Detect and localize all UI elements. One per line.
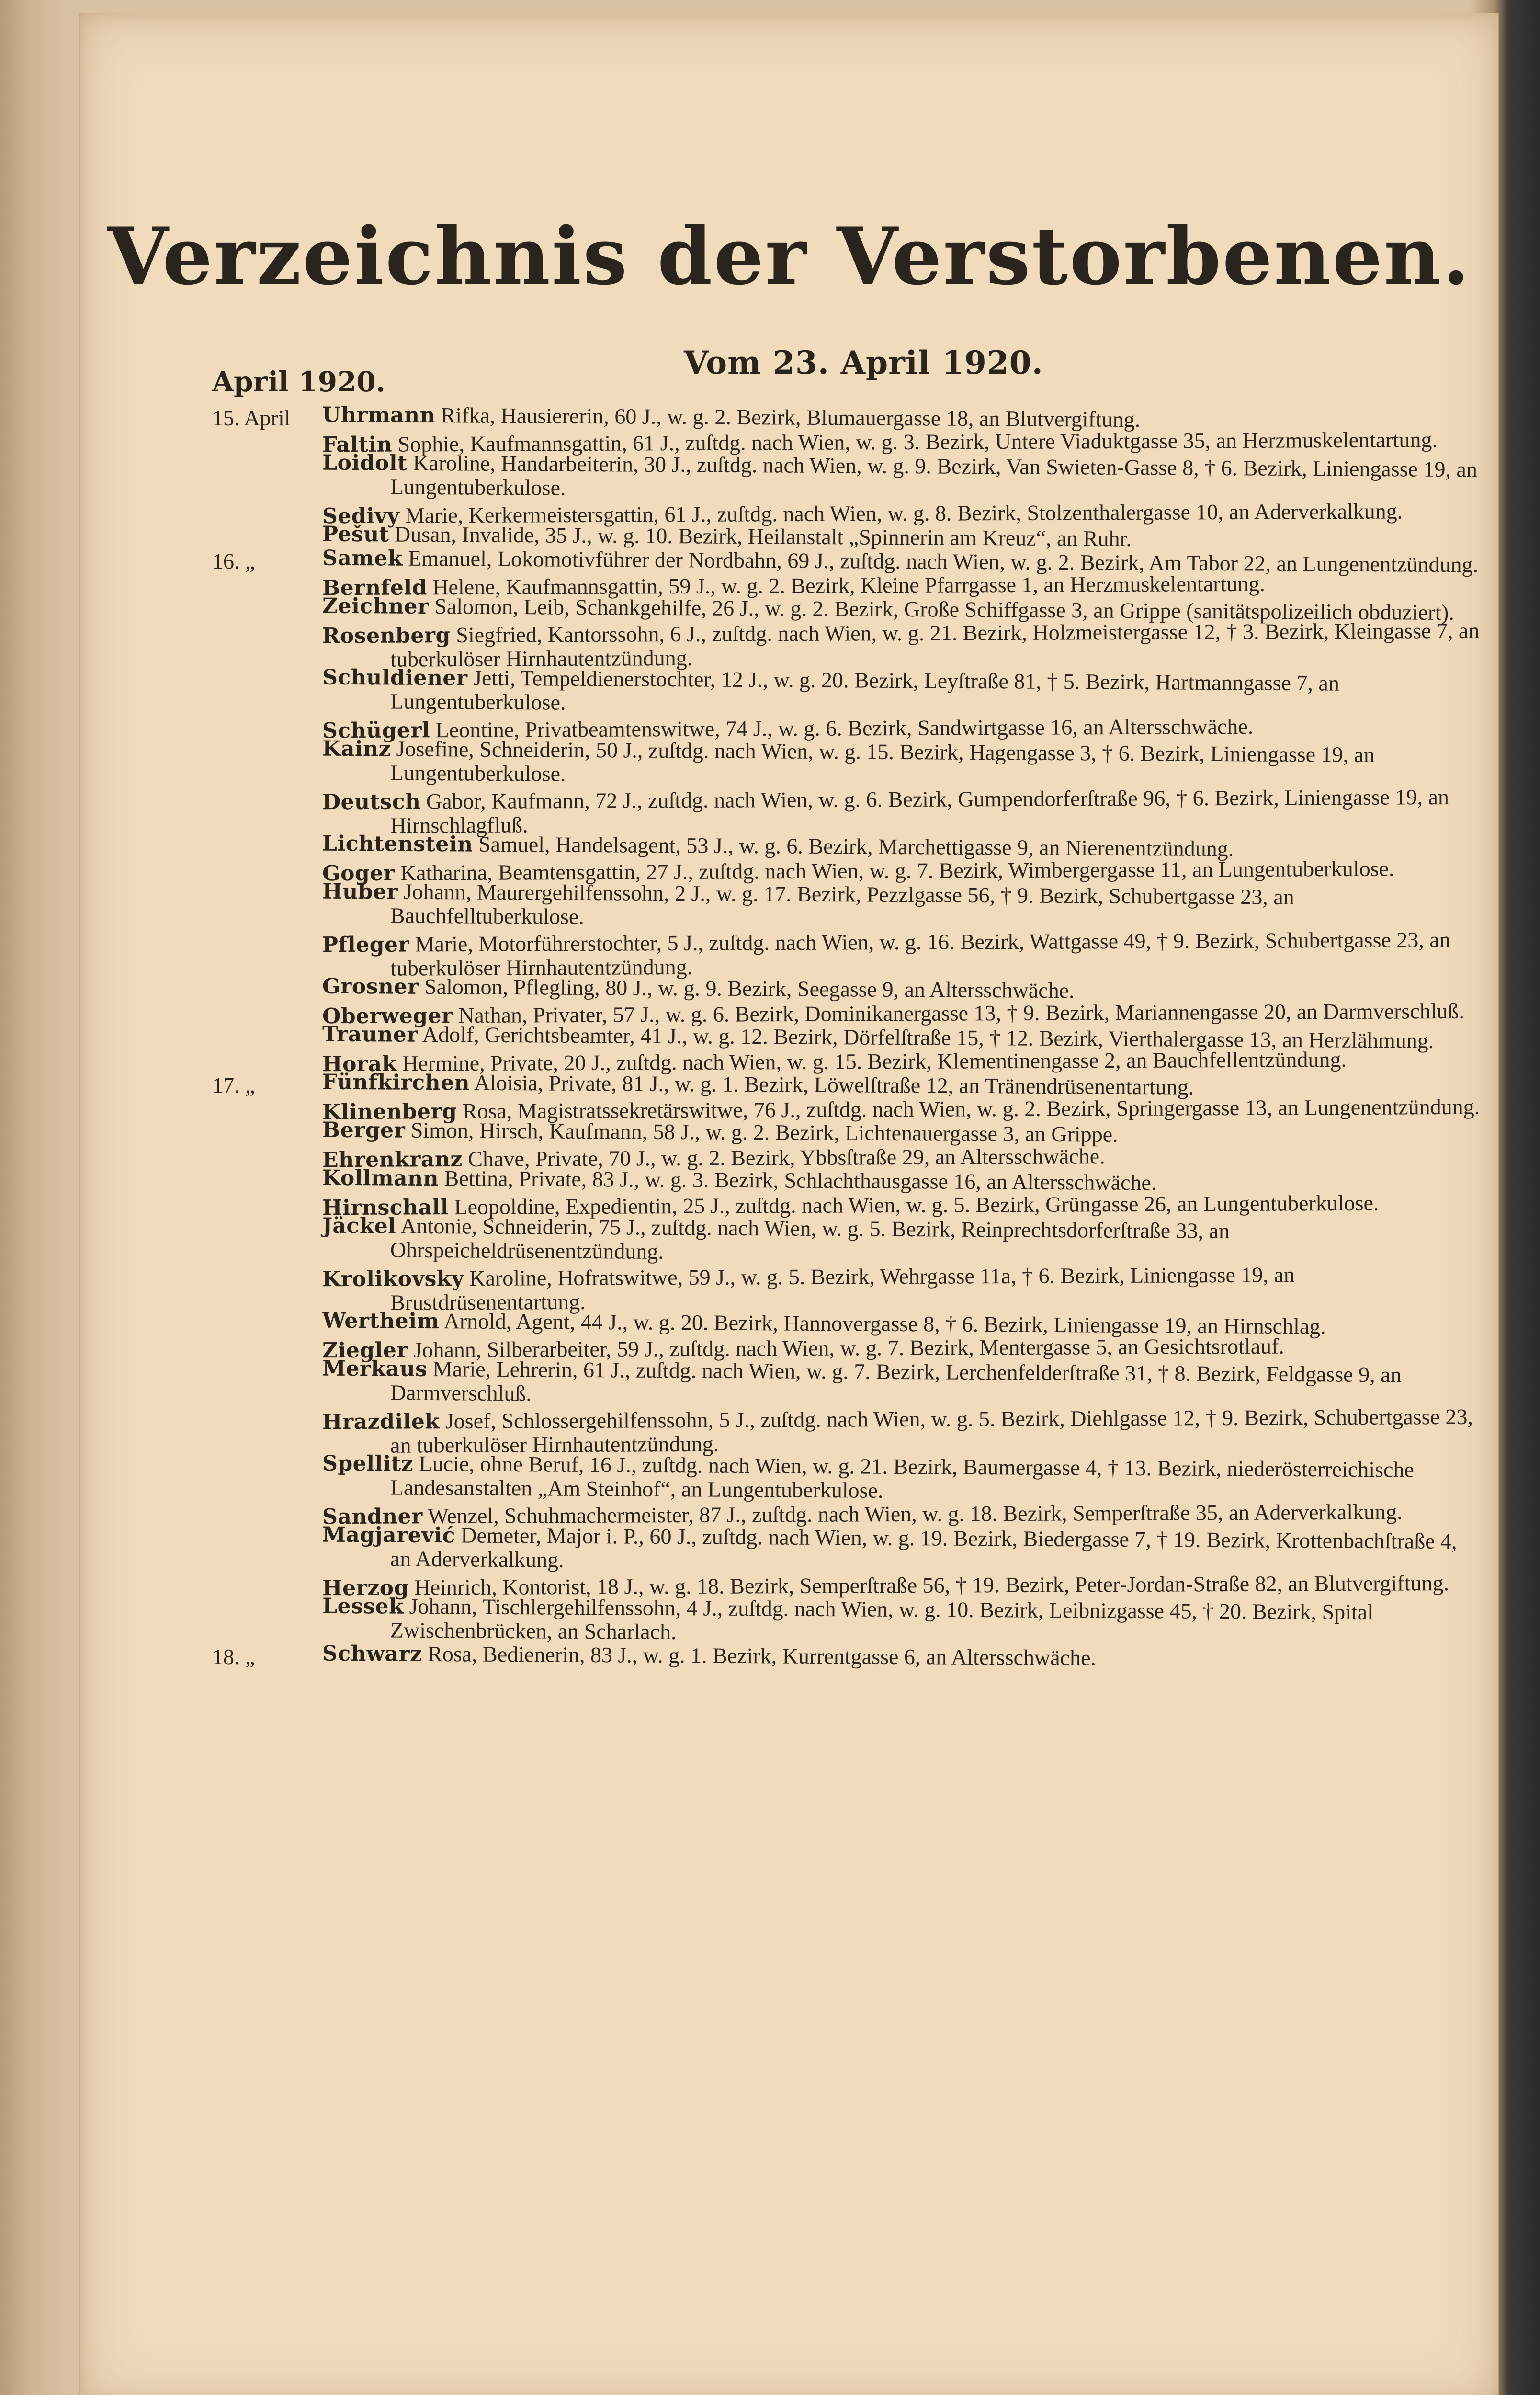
- entry-date: 17. „: [212, 1073, 255, 1097]
- entry-list: [322, 1641, 1481, 1670]
- deceased-surname: Grosner: [322, 974, 419, 999]
- register-entry: [322, 451, 1482, 505]
- deceased-surname: Lessek: [322, 1594, 404, 1619]
- register-entry: [322, 1262, 1481, 1315]
- deceased-details: Leopoldine, Expedientin, 25 J., zuſtdg. nach Wien, w. g. 5. Bezirk, Grüngasse 26, an Lungentuberkulose.: [448, 1190, 1379, 1220]
- deceased-details: Nathan, Privater, 57 J., w. g. 6. Bezirk, Dominikanergasse 13, † 9. Bezirk, Mariannengasse 20, an Darmverschluß.: [453, 998, 1465, 1028]
- deceased-surname: Jäckel: [322, 1213, 396, 1239]
- entry-date: 18. „: [212, 1644, 255, 1669]
- deceased-details: Marie, Motorführerstochter, 5 J., zuſtdg. nach Wien, w. g. 16. Bezirk, Wattgasse 49, † 9. Bezirk, Schubertgasse 23, an tuberkulöser Hirnhautentzündung.: [390, 927, 1450, 981]
- deceased-surname: Horak: [322, 1051, 397, 1077]
- entry-list: [322, 546, 1481, 1077]
- deceased-details: Leontine, Privatbeamtenswitwe, 74 J., w. g. 6. Bezirk, Sandwirtgasse 16, an Altersschwäche.: [430, 714, 1254, 742]
- deceased-details: Dusan, Invalide, 35 J., w. g. 10. Bezirk, Heilanstalt „Spinnerin am Kreuz“, an Ruhr.: [389, 522, 1132, 551]
- deceased-details: Johann, Tischlergehilfenssohn, 4 J., zuſtdg. nach Wien, w. g. 10. Bezirk, Leibnizgasse 45, † 20. Bezirk, Spital Zwischenbrücken, an Scharlach.: [390, 1594, 1374, 1644]
- deceased-surname: Magjarević: [322, 1522, 455, 1548]
- deceased-details: Antonie, Schneiderin, 75 J., zuſtdg. nach Wien, w. g. 5. Bezirk, Reinprechtsdorferſtraße 33, an Ohrspeicheldrüsenentzündung.: [390, 1213, 1230, 1264]
- register-entry: [322, 1451, 1482, 1506]
- deceased-details: Salomon, Pflegling, 80 J., w. g. 9. Bezirk, Seegasse 9, an Altersschwäche.: [419, 974, 1075, 1003]
- register-entry: [322, 1405, 1481, 1458]
- date-heading: Vom 23. April 1920.: [684, 344, 1043, 381]
- deceased-surname: Schügerl: [322, 718, 430, 743]
- deceased-surname: Schuldiener: [322, 665, 468, 691]
- register-entry: [322, 1357, 1482, 1411]
- register-entry: [322, 665, 1482, 720]
- deceased-details: Josef, Schlossergehilfenssohn, 5 J., zuſtdg. nach Wien, w. g. 5. Bezirk, Diehlgasse 12, † 9. Bezirk, Schubertgasse 23, an tuberkulöser Hirnhautentzündung.: [390, 1404, 1473, 1458]
- deceased-surname: Huber: [322, 879, 398, 904]
- deceased-details: Josefine, Schneiderin, 50 J., zuſtdg. nach Wien, w. g. 15. Bezirk, Hagengasse 3, † 6. Bezirk, Liniengasse 19, an Lungentuberkulose.: [390, 736, 1375, 786]
- deceased-details: Emanuel, Lokomotivführer der Nordbahn, 69 J., zuſtdg. nach Wien, w. g. 2. Bezirk, Am Tabor 22, an Lungenentzündung.: [402, 546, 1479, 577]
- deceased-details: Samuel, Handelsagent, 53 J., w. g. 6. Bezirk, Marchettigasse 9, an Nierenentzündung.: [473, 832, 1234, 861]
- deceased-surname: Faltin: [322, 432, 393, 457]
- deceased-surname: Fünfkirchen: [322, 1070, 470, 1095]
- register-entry: [322, 1594, 1482, 1649]
- deceased-details: Karoline, Handarbeiterin, 30 J., zuſtdg. nach Wien, w. g. 9. Bezirk, Van Swieten-Gasse 8, † 6. Bezirk, Liniengasse 19, an Lungentuberkulose.: [390, 450, 1478, 500]
- deceased-surname: Pfleger: [322, 932, 410, 958]
- deceased-details: Adolf, Gerichtsbeamter, 41 J., w. g. 12. Bezirk, Dörfelſtraße 15, † 12. Bezirk, Vierthalergasse 13, an Herzlähmung.: [418, 1022, 1434, 1053]
- deceased-surname: Loidolt: [322, 450, 408, 476]
- document-page: [79, 13, 1499, 2395]
- deceased-surname: Herzog: [322, 1575, 409, 1601]
- deceased-details: Bettina, Private, 83 J., w. g. 3. Bezirk, Schlachthausgasse 16, an Altersschwäche.: [438, 1166, 1157, 1195]
- month-label: April 1920.: [212, 365, 385, 398]
- deceased-surname: Sedivy: [322, 503, 400, 529]
- deceased-surname: Trauner: [322, 1022, 419, 1047]
- deceased-details: Siegfried, Kantorssohn, 6 J., zuſtdg. nach Wien, w. g. 21. Bezirk, Holzmeistergasse 12, † 3. Bezirk, Kleingasse 7, an tuberkulöser Hirnhautentzündung.: [390, 618, 1480, 672]
- date-group: [212, 1070, 1481, 1645]
- deceased-details: Wenzel, Schuhmachermeister, 87 J., zuſtdg. nach Wien, w. g. 18. Bezirk, Semperſtraße 35, an Aderverkalkung.: [422, 1499, 1403, 1528]
- deceased-details: Hermine, Private, 20 J., zuſtdg. nach Wien, w. g. 15. Bezirk, Klementinengasse 2, an Bauchfellentzündung.: [396, 1047, 1347, 1076]
- deceased-surname: Bernfeld: [322, 575, 427, 601]
- date-group: [212, 1641, 1481, 1670]
- deceased-details: Johann, Silberarbeiter, 59 J., zuſtdg. nach Wien, w. g. 7. Bezirk, Mentergasse 5, an Gesichtsrotlauf.: [408, 1334, 1284, 1362]
- deceased-surname: Kollmann: [322, 1165, 439, 1191]
- entry-list: [322, 402, 1481, 551]
- deceased-details: Simon, Hirsch, Kaufmann, 58 J., w. g. 2. Bezirk, Lichtenauergasse 3, an Grippe.: [405, 1118, 1118, 1147]
- deceased-surname: Schwarz: [322, 1641, 422, 1666]
- deceased-surname: Klinenberg: [322, 1099, 457, 1125]
- deceased-details: Katharina, Beamtensgattin, 27 J., zuſtdg. nach Wien, w. g. 7. Bezirk, Wimbergergasse 11, an Lungentuberkulose.: [395, 856, 1394, 885]
- deceased-surname: Zeichner: [322, 593, 429, 619]
- register-entry: [322, 1523, 1482, 1577]
- deceased-surname: Merkaus: [322, 1356, 428, 1381]
- deceased-surname: Oberweger: [322, 1004, 453, 1029]
- register-entry: [322, 1214, 1482, 1268]
- deceased-details: Rosa, Magistratssekretärswitwe, 76 J., zuſtdg. nach Wien, w. g. 2. Bezirk, Springergasse 13, an Lungenentzündung.: [457, 1094, 1480, 1124]
- deceased-surname: Kainz: [322, 736, 391, 762]
- deceased-details: Demeter, Major i. P., 60 J., zuſtdg. nach Wien, w. g. 19. Bezirk, Biedergasse 7, † 19. Bezirk, Krottenbachſtraße 4, an Aderverkalkung.: [390, 1523, 1457, 1572]
- deceased-surname: Pešut: [322, 522, 389, 547]
- register-entry: [322, 928, 1481, 981]
- deceased-details: Salomon, Leib, Schankgehilfe, 26 J., w. g. 2. Bezirk, Große Schiffgasse 3, an Grippe (sanitätspolizeilich obduziert).: [429, 593, 1454, 625]
- deceased-details: Rosa, Bedienerin, 83 J., w. g. 1. Bezirk, Kurrentgasse 6, an Altersschwäche.: [422, 1641, 1097, 1670]
- register-entry: [322, 879, 1482, 934]
- deceased-details: Heinrich, Kontorist, 18 J., w. g. 18. Bezirk, Semperſtraße 56, † 19. Bezirk, Peter-Jordan-Straße 82, an Blutvergiftung.: [408, 1571, 1449, 1600]
- deceased-surname: Samek: [322, 546, 403, 571]
- death-register: [212, 402, 1481, 1670]
- deceased-details: Marie, Kerkermeistersgattin, 61 J., zuſtdg. nach Wien, w. g. 8. Bezirk, Stolzenthalergasse 10, an Aderverkalkung.: [399, 499, 1403, 528]
- deceased-surname: Ziegler: [322, 1338, 408, 1363]
- deceased-surname: Spellitz: [322, 1451, 414, 1476]
- deceased-details: Johann, Maurergehilfenssohn, 2 J., w. g. 17. Bezirk, Pezzlgasse 56, † 9. Bezirk, Schubertgasse 23, an Bauchfelltuberkulose.: [390, 879, 1294, 929]
- deceased-details: Gabor, Kaufmann, 72 J., zuſtdg. nach Wien, w. g. 6. Bezirk, Gumpendorferſtraße 96, † 6. Bezirk, Liniengasse 19, an Hirnschlagfluß.: [390, 785, 1449, 838]
- deceased-details: Karoline, Hofratswitwe, 59 J., w. g. 5. Bezirk, Wehrgasse 11a, † 6. Bezirk, Liniengasse 19, an Brustdrüsenentartung.: [390, 1262, 1295, 1315]
- entry-list: [322, 1070, 1481, 1645]
- deceased-surname: Krolikovsky: [322, 1266, 464, 1292]
- deceased-details: Arnold, Agent, 44 J., w. g. 20. Bezirk, Hannovergasse 8, † 6. Bezirk, Liniengasse 19, an Hirnschlag.: [439, 1309, 1326, 1339]
- deceased-surname: Sandner: [322, 1504, 423, 1529]
- deceased-details: Helene, Kaufmannsgattin, 59 J., w. g. 2. Bezirk, Kleine Pfarrgasse 1, an Herzmuskelentartung.: [427, 571, 1265, 600]
- register-entry: [322, 737, 1482, 791]
- deceased-surname: Lichtenstein: [322, 831, 473, 857]
- page-title: Verzeichnis der Verstorbenen.: [107, 210, 1471, 302]
- entry-date: 15. April: [212, 406, 291, 430]
- deceased-details: Marie, Lehrerin, 61 J., zuſtdg. nach Wien, w. g. 7. Bezirk, Lerchenfelderſtraße 31, † 8. Bezirk, Feldgasse 9, an Darmverschluß.: [390, 1356, 1402, 1406]
- deceased-surname: Deutsch: [322, 789, 421, 815]
- deceased-details: Jetti, Tempeldienerstochter, 12 J., w. g. 20. Bezirk, Leyſtraße 81, † 5. Bezirk, Hartmanngasse 7, an Lungentuberkulose.: [390, 665, 1340, 715]
- deceased-details: Chave, Private, 70 J., w. g. 2. Bezirk, Ybbsſtraße 29, an Altersschwäche.: [462, 1144, 1105, 1172]
- deceased-surname: Berger: [322, 1118, 406, 1143]
- entry-date: 16. „: [212, 549, 255, 573]
- date-group: [212, 546, 1481, 1077]
- deceased-surname: Hirnschall: [322, 1195, 449, 1220]
- register-entry: [322, 619, 1481, 672]
- deceased-surname: Rosenberg: [322, 623, 451, 649]
- date-group: [212, 402, 1481, 551]
- deceased-surname: Uhrmann: [322, 402, 436, 428]
- register-entry: [322, 785, 1481, 838]
- deceased-details: Aloisia, Private, 81 J., w. g. 1. Bezirk, Löwelſtraße 12, an Tränendrüsenentartung.: [469, 1070, 1194, 1099]
- deceased-details: Lucie, ohne Beruf, 16 J., zuſtdg. nach Wien, w. g. 21. Bezirk, Baumergasse 4, † 13. Bezirk, niederösterreichische Landesanstalten „Am Steinhof“, an Lungentuberkulose.: [390, 1451, 1414, 1503]
- deceased-surname: Hrazdilek: [322, 1409, 440, 1435]
- deceased-details: Sophie, Kaufmannsgattin, 61 J., zuſtdg. nach Wien, w. g. 3. Bezirk, Untere Viaduktgasse 35, an Herzmuskelentartung.: [392, 427, 1438, 456]
- deceased-surname: Ehrenkranz: [322, 1147, 463, 1173]
- deceased-surname: Wertheim: [322, 1308, 440, 1334]
- deceased-surname: Goger: [322, 861, 395, 886]
- deceased-details: Rifka, Hausiererin, 60 J., w. g. 2. Bezirk, Blumauergasse 18, an Blutvergiftung.: [435, 403, 1141, 432]
